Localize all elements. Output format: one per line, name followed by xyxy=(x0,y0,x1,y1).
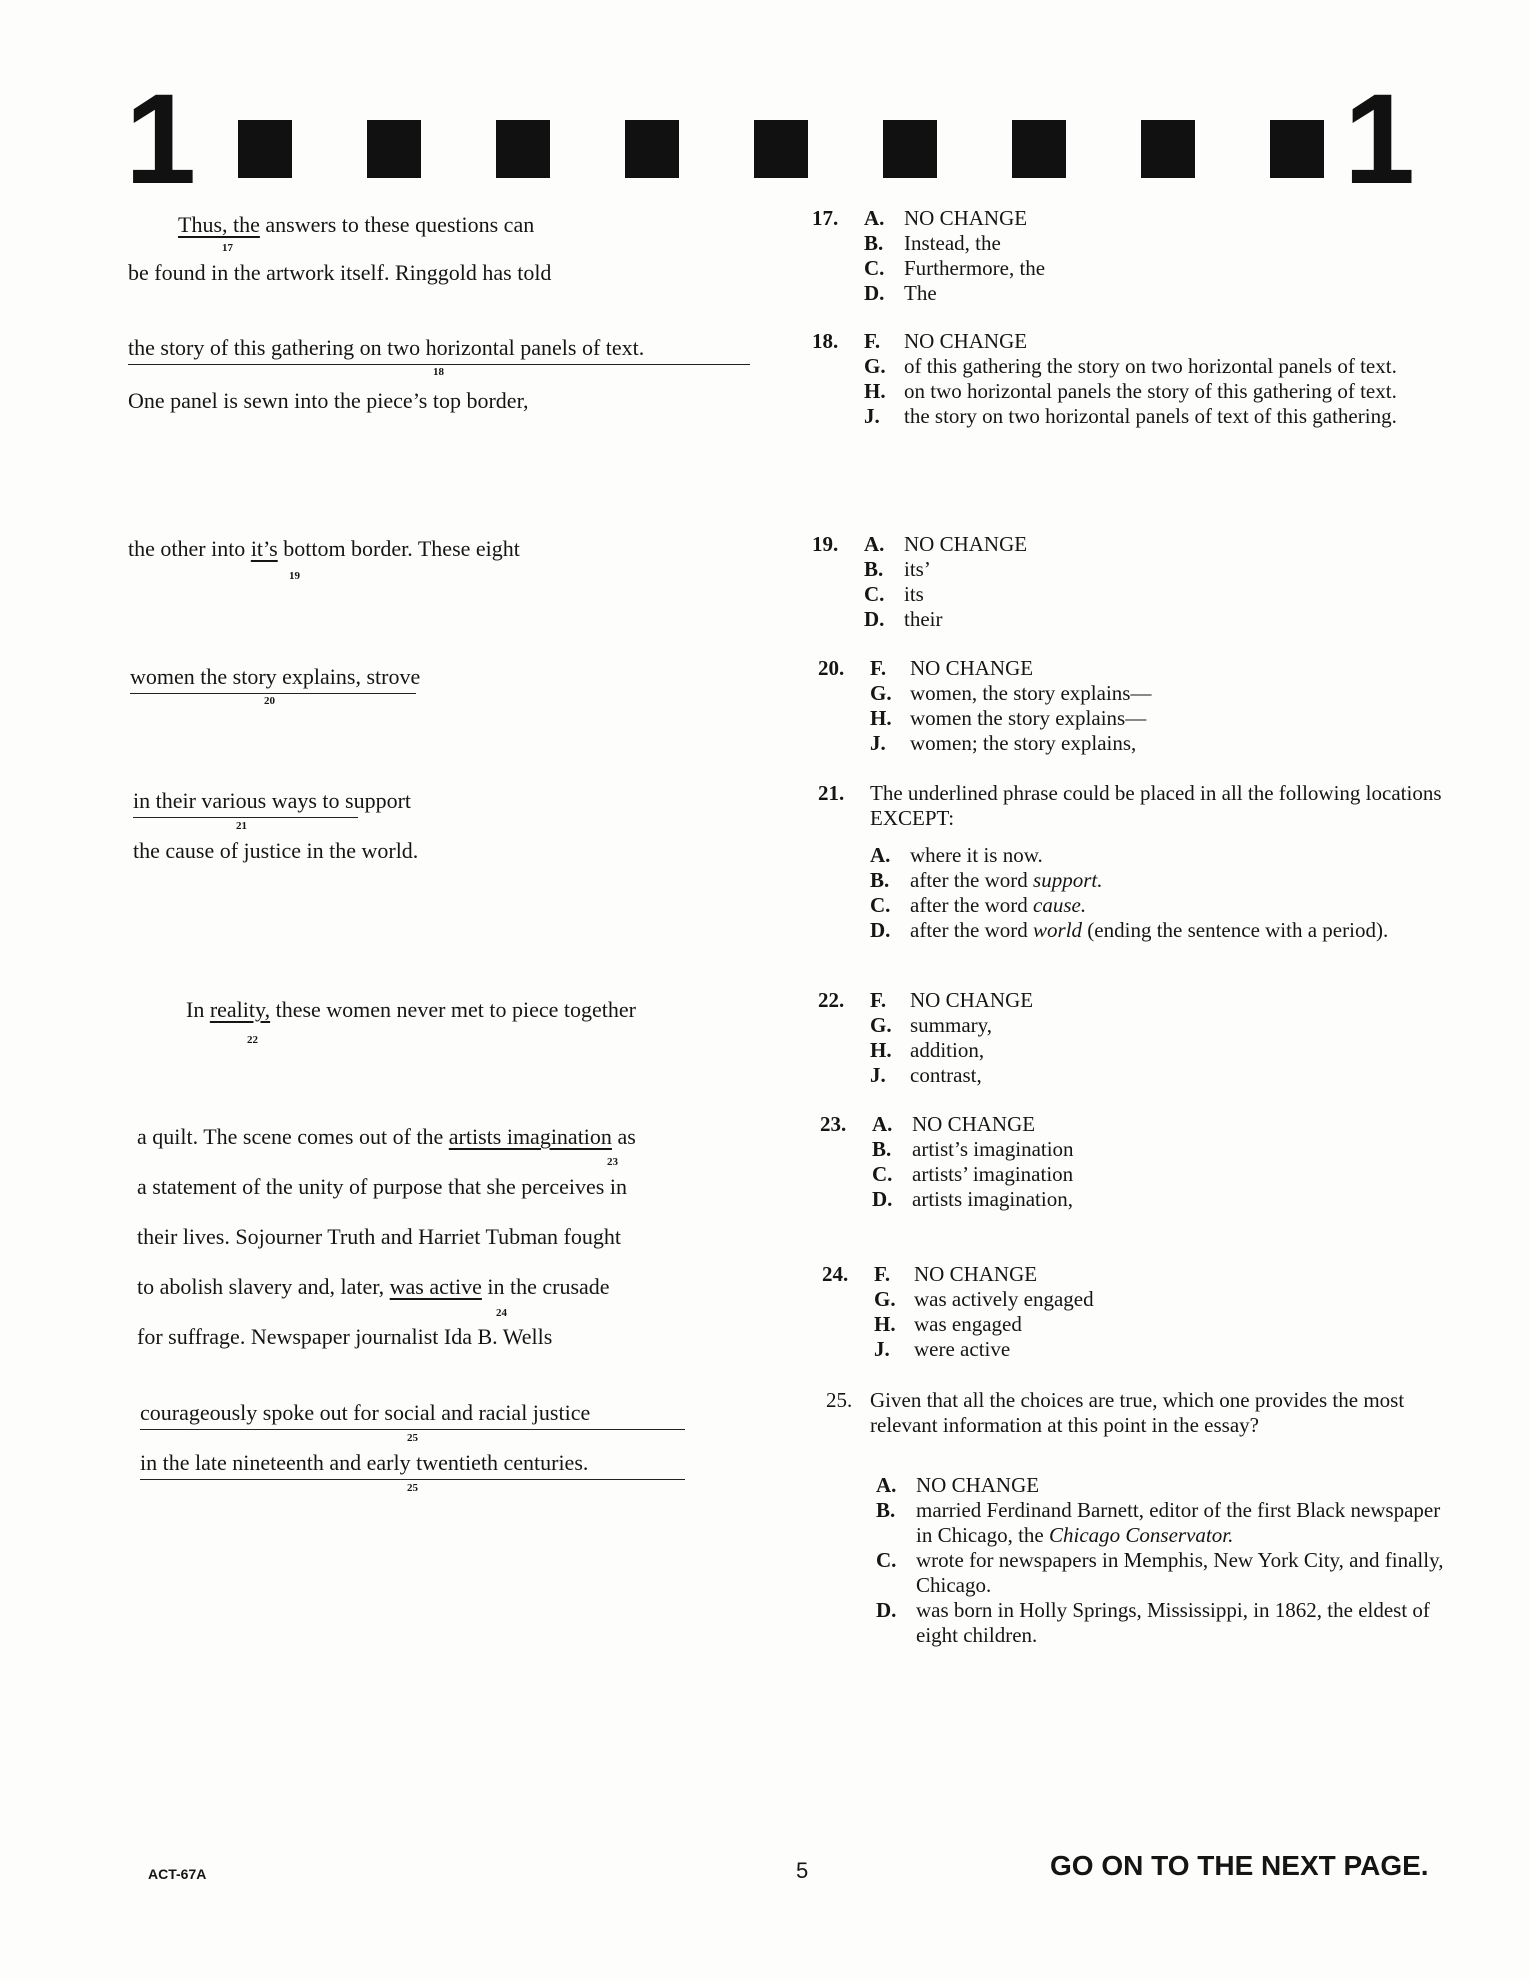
passage-line: the cause of justice in the world. xyxy=(133,838,419,863)
passage-line: in their various ways to support xyxy=(133,788,412,813)
line-number: 20 xyxy=(264,695,275,707)
header-square xyxy=(883,120,937,178)
underlined-phrase-25-cont: in the late nineteenth and early twentieth centuries. xyxy=(140,1450,589,1475)
form-code: ACT-67A xyxy=(148,1866,207,1882)
page-number: 5 xyxy=(796,1858,809,1883)
underlined-phrase-19: it’s xyxy=(250,536,278,561)
answer-option[interactable]: J. were active xyxy=(874,1337,1011,1361)
answer-option[interactable]: C. wrote for newspapers in Memphis, New York City, and finally, Chicago. xyxy=(876,1548,1444,1597)
answer-option[interactable]: D. was born in Holly Springs, Mississippi, in 1862, the eldest of eight children. xyxy=(876,1598,1430,1647)
answer-option[interactable]: G. of this gathering the story on two horizontal panels of text. xyxy=(864,354,1397,378)
passage-line xyxy=(128,335,644,361)
underlined-phrase-18: the story of this gathering on two horizontal panels of text. xyxy=(128,335,645,360)
answer-option[interactable]: C. its xyxy=(864,582,924,606)
passage-line: be found in the artwork itself. Ringgold has told xyxy=(128,260,552,285)
question-number: 17. xyxy=(812,206,839,230)
question-stem: Given that all the choices are true, which one provides the most relevant information at this point in the essay? xyxy=(870,1388,1405,1437)
answer-option[interactable]: G. summary, xyxy=(870,1013,993,1037)
passage-line: One panel is sewn into the piece’s top border, xyxy=(128,388,529,413)
line-number: 25 xyxy=(407,1482,418,1494)
passage-line: for suffrage. Newspaper journalist Ida B. Wells xyxy=(137,1324,553,1349)
answer-option[interactable]: C. after the word cause. xyxy=(870,893,1087,917)
passage-line xyxy=(140,1400,590,1426)
underline-rule xyxy=(133,817,358,818)
question-number: 20. xyxy=(818,656,845,680)
question-number: 24. xyxy=(822,1262,849,1286)
answer-option[interactable]: C. artists’ imagination xyxy=(872,1162,1074,1186)
line-number: 21 xyxy=(236,820,247,832)
underlined-phrase-24: was active xyxy=(389,1274,482,1299)
answer-option[interactable]: A. NO CHANGE xyxy=(876,1473,1040,1497)
answer-option[interactable]: A. NO CHANGE xyxy=(872,1112,1036,1136)
line-number: 19 xyxy=(289,570,300,582)
line-number: 23 xyxy=(607,1156,618,1168)
underlined-phrase-23: artists imagination xyxy=(448,1124,612,1149)
question-stem: The underlined phrase could be placed in all the following locations EXCEPT: xyxy=(870,781,1442,830)
header-square xyxy=(1270,120,1324,178)
header-square xyxy=(754,120,808,178)
section-header xyxy=(125,68,1415,211)
next-page-notice: GO ON TO THE NEXT PAGE. xyxy=(1050,1850,1429,1881)
header-square xyxy=(367,120,421,178)
header-square xyxy=(625,120,679,178)
answer-option[interactable]: F. NO CHANGE xyxy=(874,1262,1038,1286)
underline-rule xyxy=(128,364,750,365)
line-number: 24 xyxy=(496,1307,507,1319)
passage-line: Thus, the answers to these questions can xyxy=(178,212,535,237)
answer-option[interactable]: B. after the word support. xyxy=(870,868,1103,892)
passage-line: the other into it’s bottom border. These eight xyxy=(128,536,520,561)
line-number: 22 xyxy=(247,1034,258,1046)
answer-option[interactable]: H. women the story explains— xyxy=(870,706,1147,730)
answer-option[interactable]: G. was actively engaged xyxy=(874,1287,1094,1311)
header-square xyxy=(496,120,550,178)
passage-line: a quilt. The scene comes out of the artists imagination as xyxy=(137,1124,636,1149)
answer-option[interactable]: J. contrast, xyxy=(870,1063,982,1087)
answer-option[interactable]: F. NO CHANGE xyxy=(864,329,1028,353)
answer-option[interactable]: H. was engaged xyxy=(874,1312,1022,1336)
question-number: 25. xyxy=(826,1388,853,1412)
question-number: 23. xyxy=(820,1112,847,1136)
line-number: 17 xyxy=(222,242,233,254)
question-number: 21. xyxy=(818,781,845,805)
answer-option[interactable]: D. The xyxy=(864,281,937,305)
passage-line xyxy=(140,1450,588,1476)
answer-option[interactable]: B. Instead, the xyxy=(864,231,1001,255)
passage-line: their lives. Sojourner Truth and Harriet Tubman fought xyxy=(137,1224,621,1249)
answer-option[interactable]: H. on two horizontal panels the story of this gathering of text. xyxy=(864,379,1397,403)
question-number: 22. xyxy=(818,988,845,1012)
underline-rule xyxy=(140,1429,685,1430)
question-number: 18. xyxy=(812,329,839,353)
underlined-phrase-17: Thus, the xyxy=(178,212,260,237)
underlined-phrase-22: reality, xyxy=(209,997,271,1022)
answer-option[interactable]: A. NO CHANGE xyxy=(864,206,1028,230)
answer-option[interactable]: A. where it is now. xyxy=(870,843,1043,867)
answer-option[interactable]: B. its’ xyxy=(864,557,931,581)
passage-line: In reality, these women never met to piece together xyxy=(186,997,637,1022)
answer-option[interactable]: F. NO CHANGE xyxy=(870,656,1034,680)
answer-option[interactable]: F. NO CHANGE xyxy=(870,988,1034,1012)
underline-rule xyxy=(130,693,416,694)
answer-option[interactable]: B. artist’s imagination xyxy=(872,1137,1074,1161)
answer-option[interactable]: J. the story on two horizontal panels of text of this gathering. xyxy=(864,404,1397,428)
answer-option[interactable]: D. after the word world (ending the sentence with a period). xyxy=(870,918,1389,942)
section-number-left: 1 xyxy=(125,68,197,211)
answer-option[interactable]: D. artists imagination, xyxy=(872,1187,1073,1211)
header-square xyxy=(1012,120,1066,178)
answer-option[interactable]: G. women, the story explains— xyxy=(870,681,1152,705)
header-square xyxy=(1141,120,1195,178)
line-number: 18 xyxy=(433,366,444,378)
header-square xyxy=(238,120,292,178)
underlined-phrase-21: in their various ways xyxy=(133,788,317,813)
underlined-phrase-25: courageously spoke out for social and racial justice xyxy=(140,1400,591,1425)
answer-option[interactable]: D. their xyxy=(864,607,943,631)
answer-option[interactable]: A. NO CHANGE xyxy=(864,532,1028,556)
section-number-right: 1 xyxy=(1343,68,1415,211)
answer-option[interactable]: J. women; the story explains, xyxy=(870,731,1137,755)
answer-option[interactable]: C. Furthermore, the xyxy=(864,256,1046,280)
passage-line: a statement of the unity of purpose that she perceives in xyxy=(137,1174,627,1199)
passage-line: women the story explains, strove xyxy=(130,664,421,689)
underline-rule xyxy=(140,1479,685,1480)
underlined-phrase-20: women the story explains, xyxy=(130,664,361,689)
question-number: 19. xyxy=(812,532,839,556)
answer-option[interactable]: H. addition, xyxy=(870,1038,985,1062)
passage-line: to abolish slavery and, later, was active in the crusade xyxy=(137,1274,610,1299)
line-number: 25 xyxy=(407,1432,418,1444)
answer-option[interactable]: B. married Ferdinand Barnett, editor of the first Black newspaper in Chicago, the Chicago Conservator. xyxy=(876,1498,1441,1547)
